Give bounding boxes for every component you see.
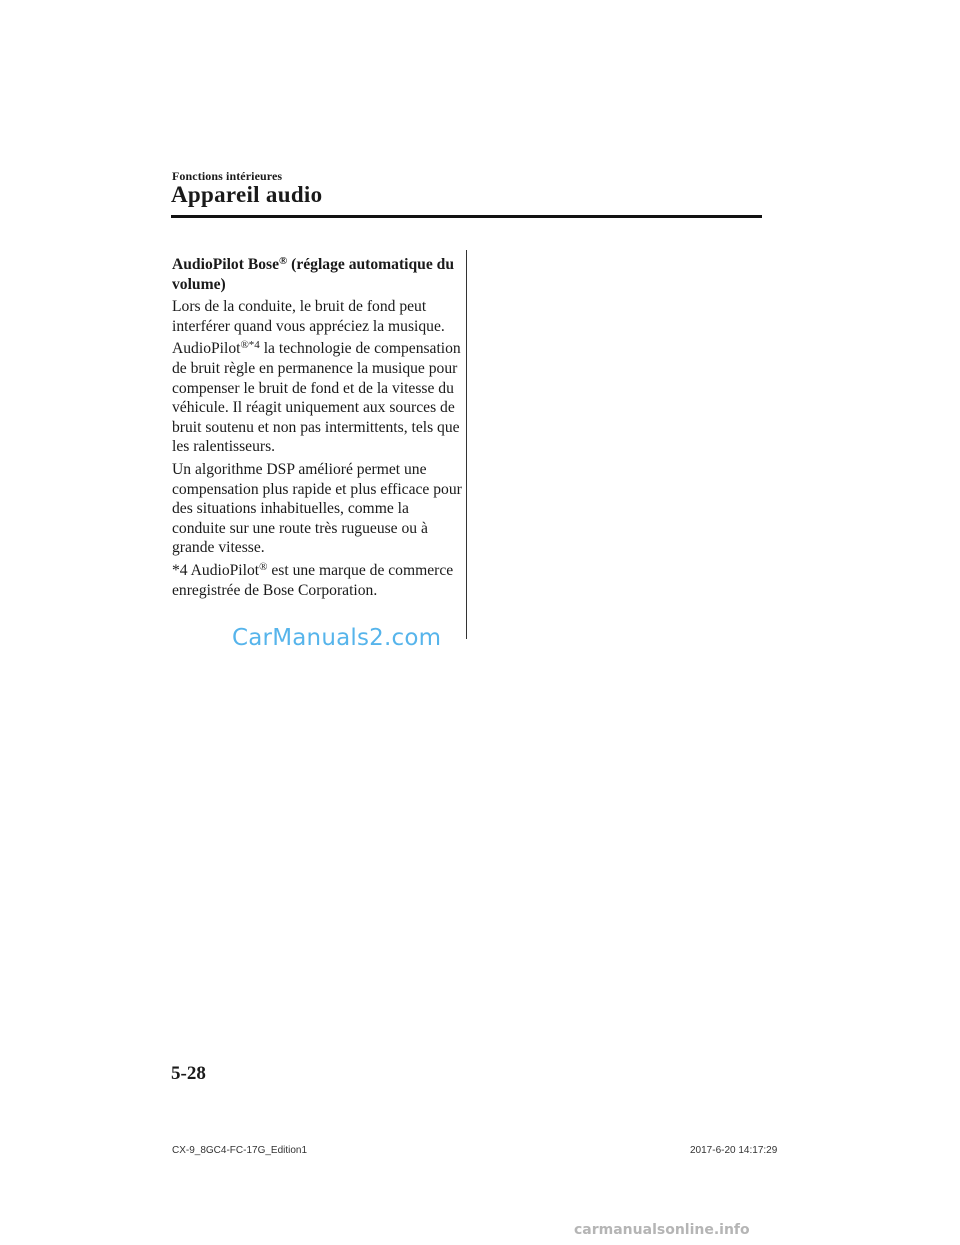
footer-edition: CX-9_8GC4-FC-17G_Edition1 (172, 1145, 308, 1156)
section-label: Fonctions intérieures (172, 169, 283, 183)
page-title: Appareil audio (171, 182, 323, 207)
paragraph-algorithm: Un algorithme DSP amélioré permet une compensation plus rapide et plus efficace pour des situations inhabituelles, comme la conduite sur une route très rugueuse ou à grande vitesse. (172, 460, 462, 557)
article-content (172, 255, 462, 600)
paragraph-intro: Lors de la conduite, le bruit de fond peut interférer quand vous appréciez la musique. (172, 298, 445, 335)
footer-timestamp: 2017-6-20 14:17:29 (690, 1145, 778, 1156)
article-heading: AudioPilot Bose® (réglage automatique du volume) (172, 255, 454, 293)
heading-rule (171, 215, 762, 218)
page-number: 5-28 (171, 1063, 206, 1084)
footnote: *4 AudioPilot® est une marque de commerce enregistrée de Bose Corporation. (172, 560, 454, 599)
footnote-reference: ®*4 (240, 339, 260, 352)
watermark-logo: CarManuals2.com (232, 625, 442, 651)
bottom-watermark: carmanualsonline.info (574, 1222, 750, 1238)
paragraph-technology: AudioPilot$^{®*4}$ la technologie de compensation de bruit règle en permanence la musique pour compenser le bruit de fond et de la vitesse du véhicule. Il réagit uniquement aux sources de bruit soutenu et non pas intermittents, tels que les ralentisseurs. (172, 339, 461, 456)
registered-mark: ® (279, 255, 288, 267)
registered-mark: ® (259, 560, 268, 573)
column-divider (466, 250, 467, 639)
